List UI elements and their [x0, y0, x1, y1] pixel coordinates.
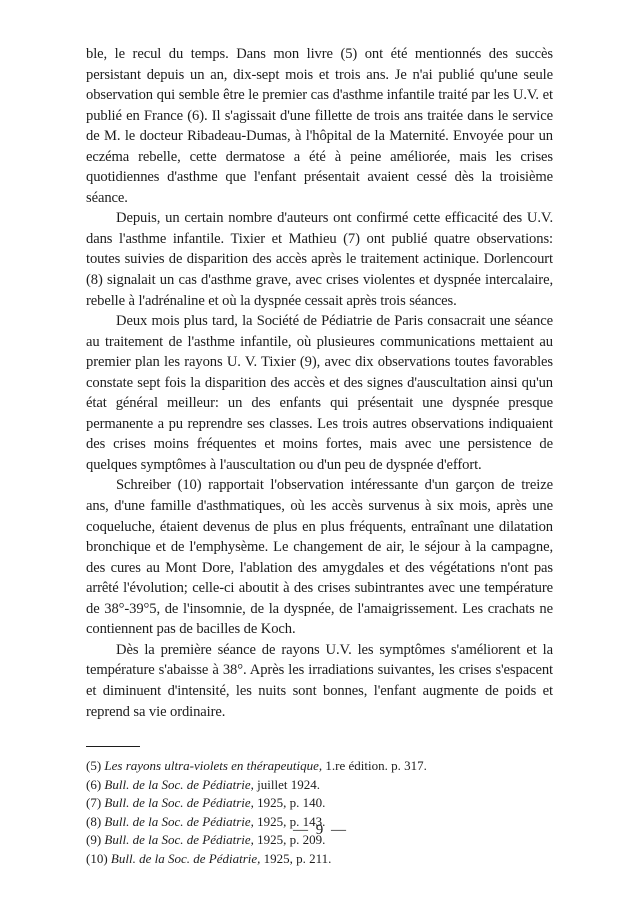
paragraph-confirmations: Depuis, un certain nombre d'auteurs ont confirmé cette efficacité des U.V. dans l'asthme infantile. Tixier et Mathieu (7) ont publié quatre observations: toutes suivies de disparition des accès après le traitement actinique. Dorlencourt (8) signalait un cas d'asthme grave, avec crises violentes et dyspnée intercalaire, rebelle à l'adrénaline et où la dyspnée cessait après trois séances. [86, 210, 553, 309]
footnote-number: (8) [86, 813, 102, 829]
footnote-source: Les rayons ultra-violets en thérapeutique, [104, 758, 323, 774]
footnote-number: (7) [86, 795, 102, 811]
footnote-number: (10) [86, 851, 108, 867]
page-body [86, 44, 553, 869]
footnote-source: Bull. de la Soc. de Pédiatrie, [110, 851, 261, 867]
paragraph-premiere-seance: Dès la première séance de rayons U.V. les symptômes s'améliorent et la température s'abaisse à 38°. Après les irradiations suivantes, les crises s'espacent et diminuent d'intensité, les nuits sont bonnes, l'enfant augmente de poids et reprend sa vie ordinaire. [86, 641, 553, 720]
footnote-detail: 1925, p. 209. [257, 832, 326, 848]
footnote-number: (9) [86, 832, 102, 848]
footnote-detail: juillet 1924. [257, 776, 320, 792]
footnote-number: (5) [86, 758, 102, 774]
footnote-divider [86, 746, 140, 747]
footnote-number: (6) [86, 776, 102, 792]
paragraph-societe-pediatrie: Deux mois plus tard, la Société de Pédiatrie de Paris consacrait une séance au traitement de l'asthme infantile, où plusieures communications mettaient au premier plan les rayons U. V. Tixier (9), avec dix observations toutes favorables constate sept fois la disparition des accès et des signes d'auscultation ainsi qu'un état général meilleur: un des enfants qui présentait une dyspnée presque permanente a pu reprendre ses classes. Les trois autres observations indiquaient des crises moins fréquentes et moins fortes, mais avec une persistence de quelques symptômes à l'auscultation ou d'un peu de dyspnée d'effort. [86, 313, 553, 473]
paragraph-continuation: ble, le recul du temps. Dans mon livre (5) ont été mentionnés des succès persistant depuis un an, dix-sept mois et trois ans. Je n'ai publié qu'une seule observation qui semble être le premier cas d'asthme infantile traité par les U.V. et publié en France (6). Il s'agissait d'une fillette de trois ans traitée dans le service de M. le docteur Ribadeau-Dumas, à l'hôpital de la Maternité. Envoyée pour un eczéma rebelle, cette dermatose a été à peine améliorée, mais les crises quotidiennes d'asthme que l'enfant présentait avaient cessé dès la troisième séance. [86, 46, 553, 206]
footnote-source: Bull. de la Soc. de Pédiatrie, [104, 832, 254, 848]
footnote-source: Bull. de la Soc. de Pédiatrie, [104, 795, 254, 811]
footnote-detail: 1925, p. 140. [257, 795, 326, 811]
footnote-list [86, 757, 553, 869]
footnote [86, 794, 553, 813]
footnote-source: Bull. de la Soc. de Pédiatrie, [104, 776, 254, 792]
page-number: — 9 — [293, 822, 348, 838]
paragraph-schreiber: Schreiber (10) rapportait l'observation intéressante d'un garçon de treize ans, d'une famille d'asthmatiques, où les accès survenus à six mois, après une coqueluche, étaient devenus de plus en plus fréquents, entraînant une dilatation bronchique et de l'emphysème. Le changement de air, le séjour à la campagne, des cures au Mont Dore, l'ablation des amygdales et des végétations n'ont pas arrêté l'évolution; celle-ci aboutit à des crises subintrantes avec une température de 38°-39°5, de l'insomnie, de la dyspnée, de l'amaigrissement. Les crachats ne contiennent pas de bacilles de Koch. [86, 477, 553, 638]
footnote-detail: 1925, p. 143. [257, 813, 326, 829]
footnote-detail: 1.re édition. p. 317. [325, 758, 427, 774]
footnote-source: Bull. de la Soc. de Pédiatrie, [104, 813, 254, 829]
footnote [86, 776, 553, 795]
footnote [86, 757, 553, 776]
footnote-detail: 1925, p. 211. [263, 851, 332, 867]
footnote [86, 850, 553, 869]
